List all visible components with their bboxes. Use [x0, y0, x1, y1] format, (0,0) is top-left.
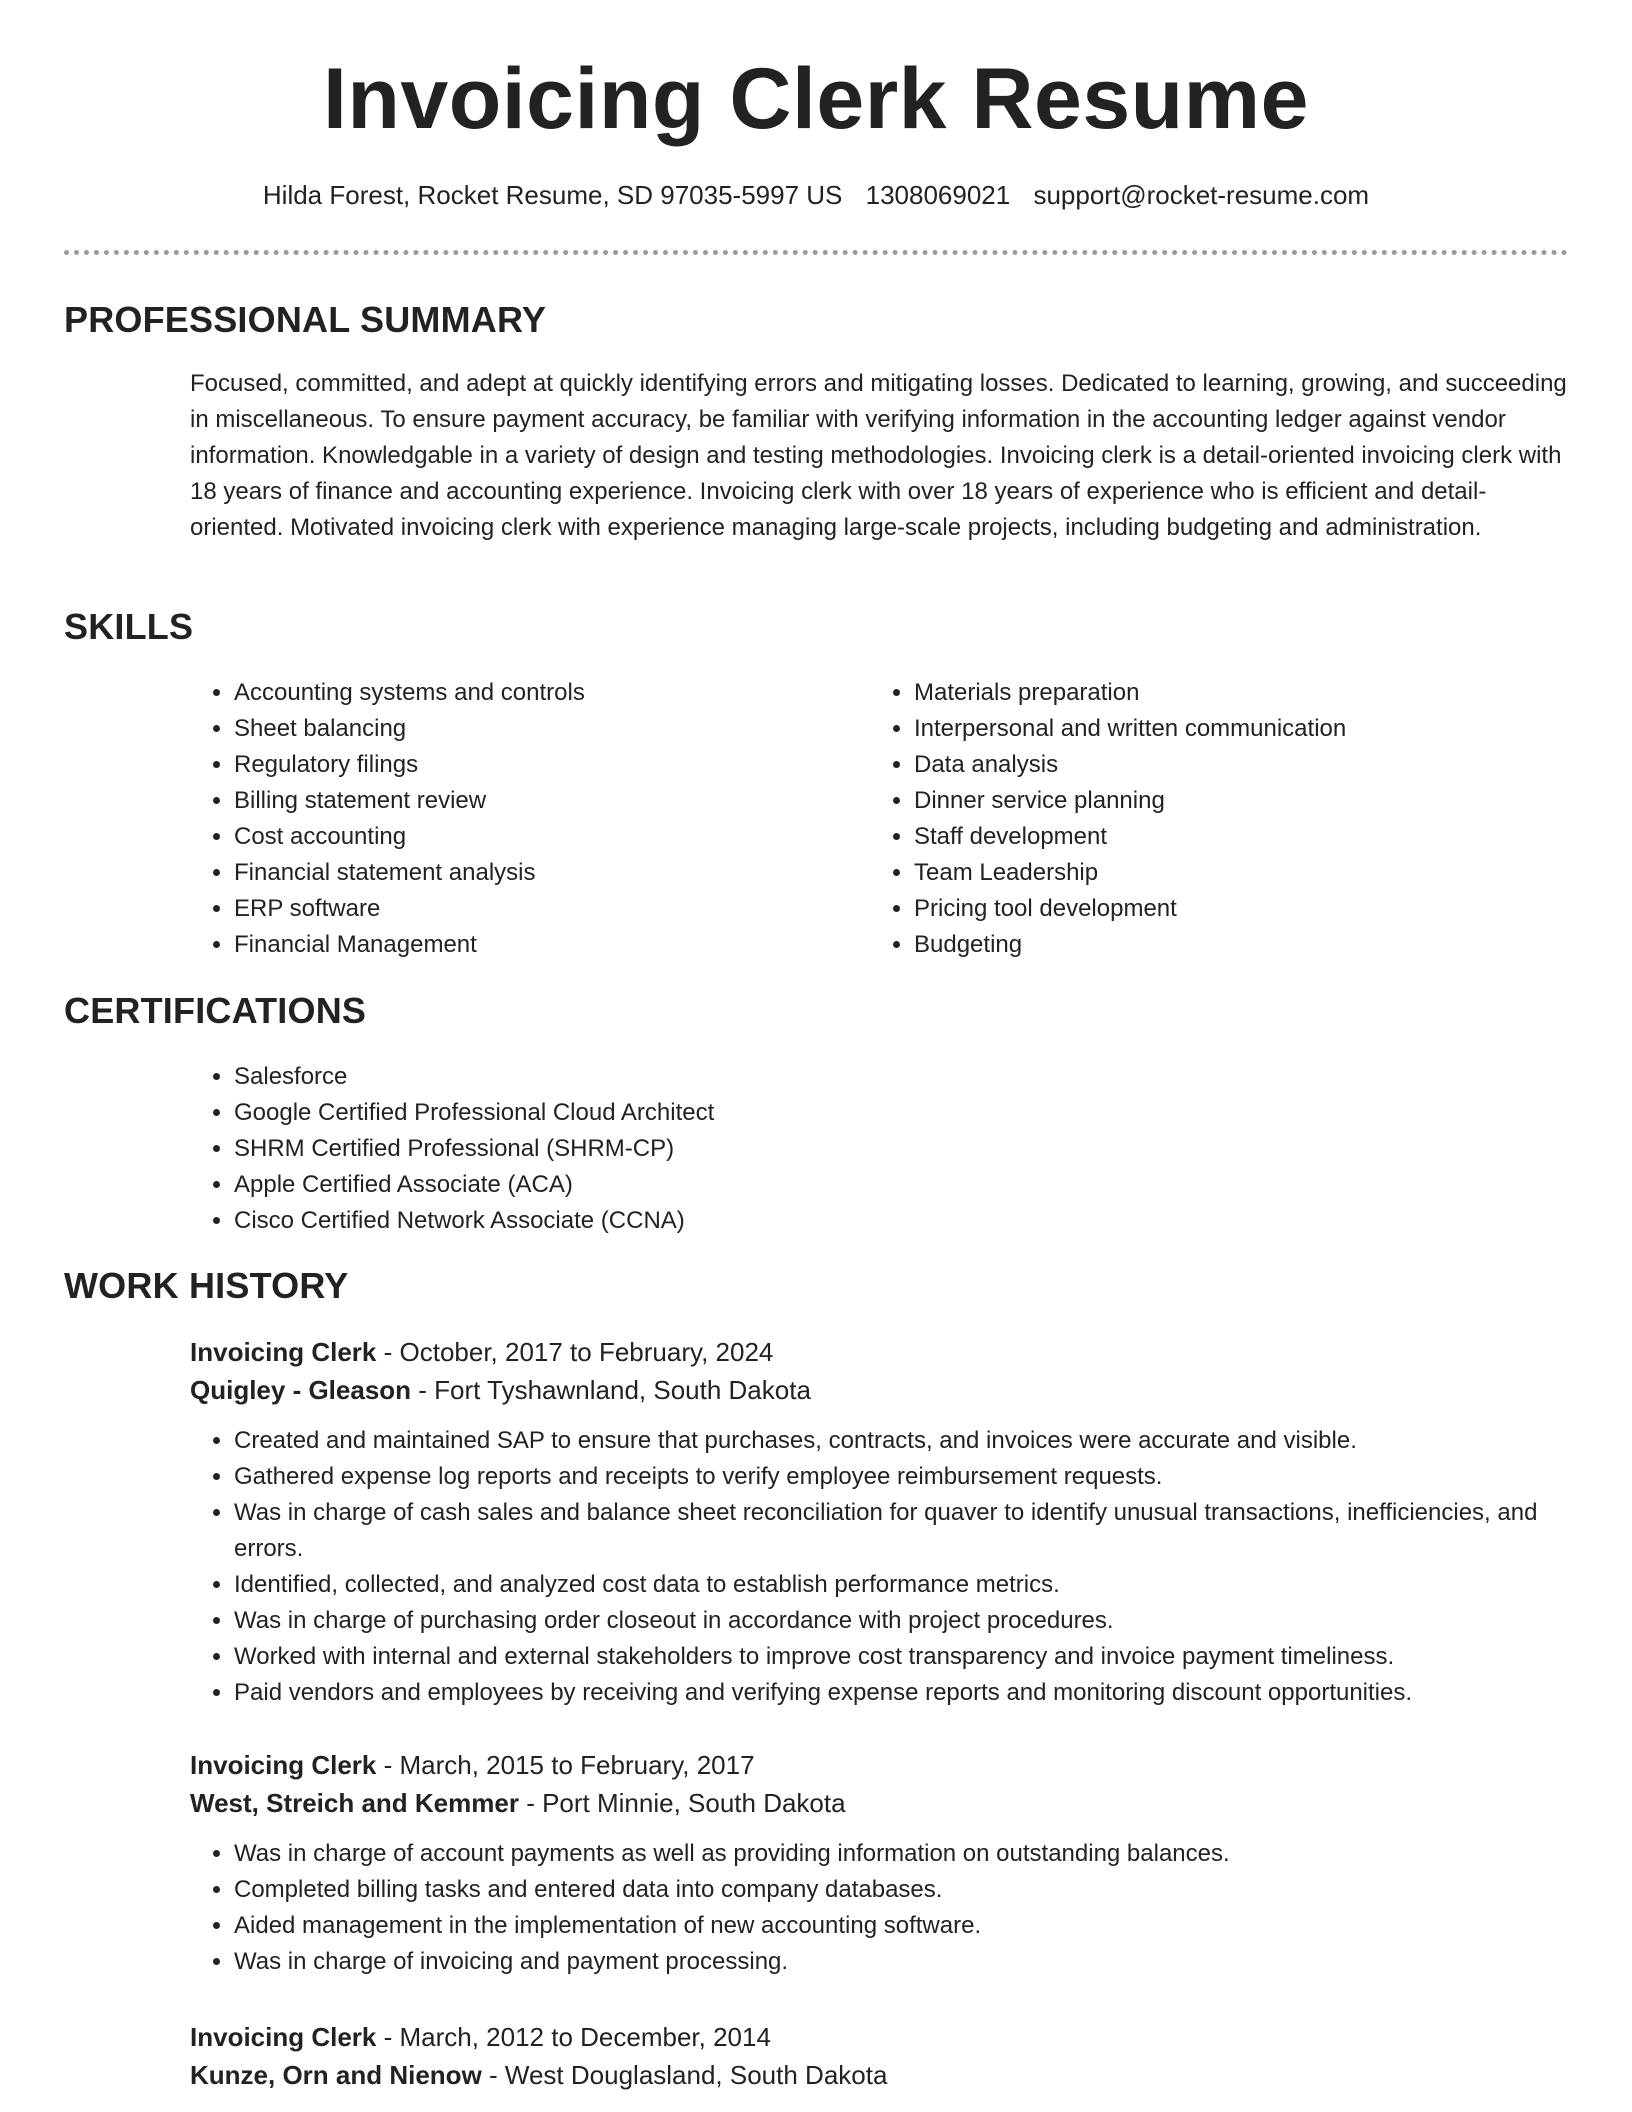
job-title: Invoicing Clerk: [190, 2022, 377, 2052]
certification-item: • Cisco Certified Network Associate (CCNA): [234, 1203, 1134, 1239]
job-dates: - March, 2012 to December, 2014: [376, 2022, 771, 2052]
certification-item: • Apple Certified Associate (ACA): [234, 1167, 1134, 1203]
job-location: - Port Minnie, South Dakota: [518, 1788, 846, 1818]
skill-item: • Data analysis: [914, 747, 1614, 783]
skill-item: • Budgeting: [914, 927, 1614, 963]
job-bullet: • Worked with internal and external stakeholders to improve cost transparency and invoice payment timeliness.: [234, 1639, 1570, 1675]
job-bullets: [190, 1423, 1570, 1711]
work-history-heading: WORK HISTORY: [64, 1265, 349, 1306]
job-location: - Fort Tyshawnland, South Dakota: [411, 1375, 811, 1405]
certification-item: • Salesforce: [234, 1059, 1134, 1095]
contact-email: support@rocket-resume.com: [1033, 180, 1370, 210]
skills-list-left: [190, 675, 874, 963]
job-bullet: • Paid vendors and employees by receiving and verifying expense reports and monitoring discount opportunities.: [234, 1675, 1570, 1711]
skill-item: • Sheet balancing: [234, 711, 874, 747]
job-title-line: [190, 1333, 1570, 1371]
job-bullet: • Was in charge of account payments as well as providing information on outstanding balances.: [234, 1836, 1570, 1872]
skill-item: • Dinner service planning: [914, 783, 1614, 819]
job-dates: - March, 2015 to February, 2017: [376, 1750, 755, 1780]
skill-item: • Pricing tool development: [914, 891, 1614, 927]
skills-list-right: [870, 675, 1614, 963]
contact-address: Hilda Forest, Rocket Resume, SD 97035-5997 US: [262, 180, 843, 210]
skill-item: • Financial statement analysis: [234, 855, 874, 891]
certification-item: • SHRM Certified Professional (SHRM-CP): [234, 1131, 1134, 1167]
skill-item: • Billing statement review: [234, 783, 874, 819]
job-bullet: • Aided management in the implementation of new accounting software.: [234, 1908, 1570, 1944]
job-title: Invoicing Clerk: [190, 1337, 377, 1367]
job-bullet: • Was in charge of invoicing and payment processing.: [234, 1944, 1570, 1980]
summary-heading: PROFESSIONAL SUMMARY: [64, 299, 547, 340]
resume-title: Invoicing Clerk Resume: [323, 51, 1309, 147]
skill-item: • Staff development: [914, 819, 1614, 855]
job-bullet: • Created and maintained SAP to ensure that purchases, contracts, and invoices were accurate and visible.: [234, 1423, 1570, 1459]
job-title-line: [190, 2018, 1570, 2056]
job-company: Quigley - Gleason: [190, 1375, 412, 1405]
job-company: Kunze, Orn and Nienow: [190, 2060, 482, 2090]
skill-item: • Cost accounting: [234, 819, 874, 855]
job-dates: - October, 2017 to February, 2024: [376, 1337, 774, 1367]
job-bullet: • Was in charge of cash sales and balance sheet reconciliation for quaver to identify unusual transactions, inefficiencies, and errors.: [234, 1495, 1570, 1567]
contact-phone: 1308069021: [865, 180, 1011, 210]
job-company-line: [190, 2056, 1570, 2094]
job-entry: [190, 1333, 1570, 1711]
job-company: West, Streich and Kemmer: [190, 1788, 519, 1818]
certification-item: • Google Certified Professional Cloud Architect: [234, 1095, 1134, 1131]
summary-text: Focused, committed, and adept at quickly identifying errors and mitigating losses. Dedicated to learning, growing, and succeeding in miscellaneous. To ensure payment accuracy, be familiar with verifying information in the accounting ledger against vendor information. Knowledgable in a variety of design and testing methodologies. Invoicing clerk is a detail-oriented invoicing clerk with 18 years of finance and accounting experience. Invoicing clerk with over 18 years of experience who is efficient and detail-oriented. Motivated invoicing clerk with experience managing large-scale projects, including budgeting and administration.: [190, 370, 1567, 541]
job-bullet: • Completed billing tasks and entered data into company databases.: [234, 1872, 1570, 1908]
certifications-heading: CERTIFICATIONS: [64, 990, 367, 1031]
job-bullet: • Identified, collected, and analyzed cost data to establish performance metrics.: [234, 1567, 1570, 1603]
job-title: Invoicing Clerk: [190, 1750, 377, 1780]
contact-line: [0, 180, 1632, 211]
header-divider: [64, 250, 1568, 255]
job-entry: [190, 1746, 1570, 1980]
skill-item: • Materials preparation: [914, 675, 1614, 711]
skill-item: • Team Leadership: [914, 855, 1614, 891]
skill-item: • ERP software: [234, 891, 874, 927]
skill-item: • Financial Management: [234, 927, 874, 963]
job-bullet: • Was in charge of purchasing order closeout in accordance with project procedures.: [234, 1603, 1570, 1639]
job-bullet: • Gathered expense log reports and receipts to verify employee reimbursement requests.: [234, 1459, 1570, 1495]
job-company-line: [190, 1371, 1570, 1409]
skills-heading: SKILLS: [64, 606, 194, 647]
certifications-list: [190, 1059, 1134, 1239]
job-entry: [190, 2018, 1570, 2094]
skill-item: • Regulatory filings: [234, 747, 874, 783]
skill-item: • Accounting systems and controls: [234, 675, 874, 711]
job-company-line: [190, 1784, 1570, 1822]
job-bullets: [190, 1836, 1570, 1980]
skill-item: • Interpersonal and written communication: [914, 711, 1614, 747]
job-location: - West Douglasland, South Dakota: [481, 2060, 888, 2090]
job-title-line: [190, 1746, 1570, 1784]
